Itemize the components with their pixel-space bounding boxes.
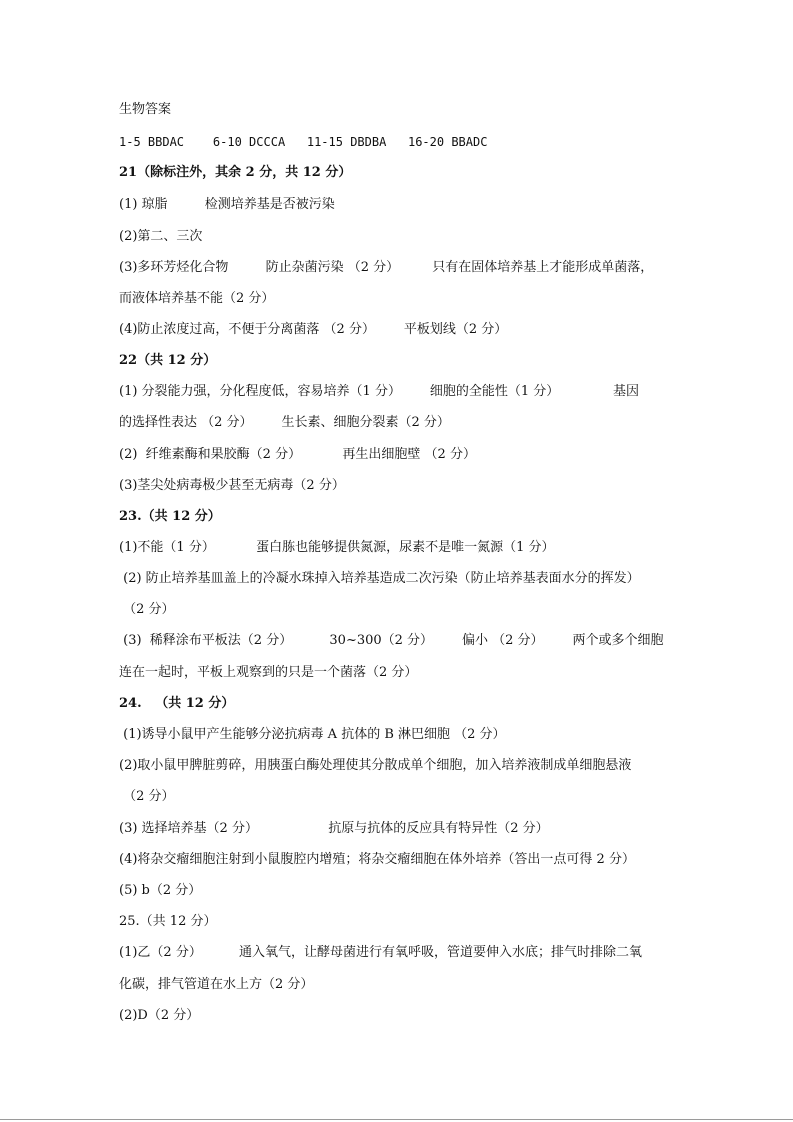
answer-line: (1)乙（2 分） 通入氧气，让酵母菌进行有氧呼吸，管道要伸入水底；排气时排除二氧 <box>119 945 643 960</box>
answer-line: (1) 琼脂 检测培养基是否被污染 <box>119 197 335 212</box>
answer-line: 的选择性表达 （2 分） 生长素、细胞分裂素（2 分） <box>119 415 450 430</box>
answer-line: (2)取小鼠甲脾脏剪碎，用胰蛋白酶处理使其分散成单个细胞，加入培养液制成单细胞悬液 <box>119 758 632 773</box>
answer-line: 化碳，排气管道在水上方（2 分） <box>119 977 314 992</box>
answer-line: (3) 稀释涂布平板法（2 分） 30~300（2 分） 偏小 （2 分） 两个或多个细胞 <box>119 633 664 648</box>
answer-line: (3) 选择培养基（2 分） 抗原与抗体的反应具有特异性（2 分） <box>119 821 549 836</box>
answer-line: (2) 纤维素酶和果胶酶（2 分） 再生出细胞壁 （2 分） <box>119 447 476 462</box>
answer-line: 连在一起时，平板上观察到的只是一个菌落（2 分） <box>119 665 418 680</box>
multiple-choice-answers: 1-5 BBDAC 6-10 DCCCA 11-15 DBDBA 16-20 BBADC <box>119 135 488 149</box>
question-24-header: 24. （共 12 分） <box>119 696 235 711</box>
answer-line: (4)将杂交瘤细胞注射到小鼠腹腔内增殖；将杂交瘤细胞在体外培养（答出一点可得 2 分） <box>119 852 635 867</box>
answer-line: （2 分） <box>119 602 175 617</box>
page-bottom-divider <box>0 1119 793 1120</box>
answer-line: （2 分） <box>119 789 175 804</box>
answer-line: (3)茎尖处病毒极少甚至无病毒（2 分） <box>119 478 345 493</box>
answer-line: (1)诱导小鼠甲产生能够分泌抗病毒 A 抗体的 B 淋巴细胞 （2 分） <box>119 727 506 742</box>
answer-line: (2) 防止培养基皿盖上的冷凝水珠掉入培养基造成二次污染（防止培养基表面水分的挥发） <box>119 571 640 586</box>
page-title: 生物答案 <box>119 102 172 117</box>
answer-line: (2)D（2 分） <box>119 1008 200 1023</box>
question-25-header: 25.（共 12 分） <box>119 914 217 929</box>
question-22-header: 22（共 12 分） <box>119 353 217 368</box>
answer-line: (5) b（2 分） <box>119 883 202 898</box>
answer-line: (4)防止浓度过高，不便于分离菌落 （2 分） 平板划线（2 分） <box>119 322 508 337</box>
question-21-header: 21（除标注外，其余 2 分，共 12 分） <box>119 165 352 180</box>
answer-line: 而液体培养基不能（2 分） <box>119 291 275 306</box>
answer-line: (2)第二、三次 <box>119 229 203 244</box>
answer-line: (1)不能（1 分） 蛋白胨也能够提供氮源，尿素不是唯一氮源（1 分） <box>119 540 555 555</box>
answer-line: (1) 分裂能力强，分化程度低，容易培养（1 分） 细胞的全能性（1 分） 基因 <box>119 384 640 399</box>
question-23-header: 23.（共 12 分） <box>119 509 221 524</box>
answer-line: (3)多环芳烃化合物 防止杂菌污染 （2 分） 只有在固体培养基上才能形成单菌落， <box>119 260 654 275</box>
